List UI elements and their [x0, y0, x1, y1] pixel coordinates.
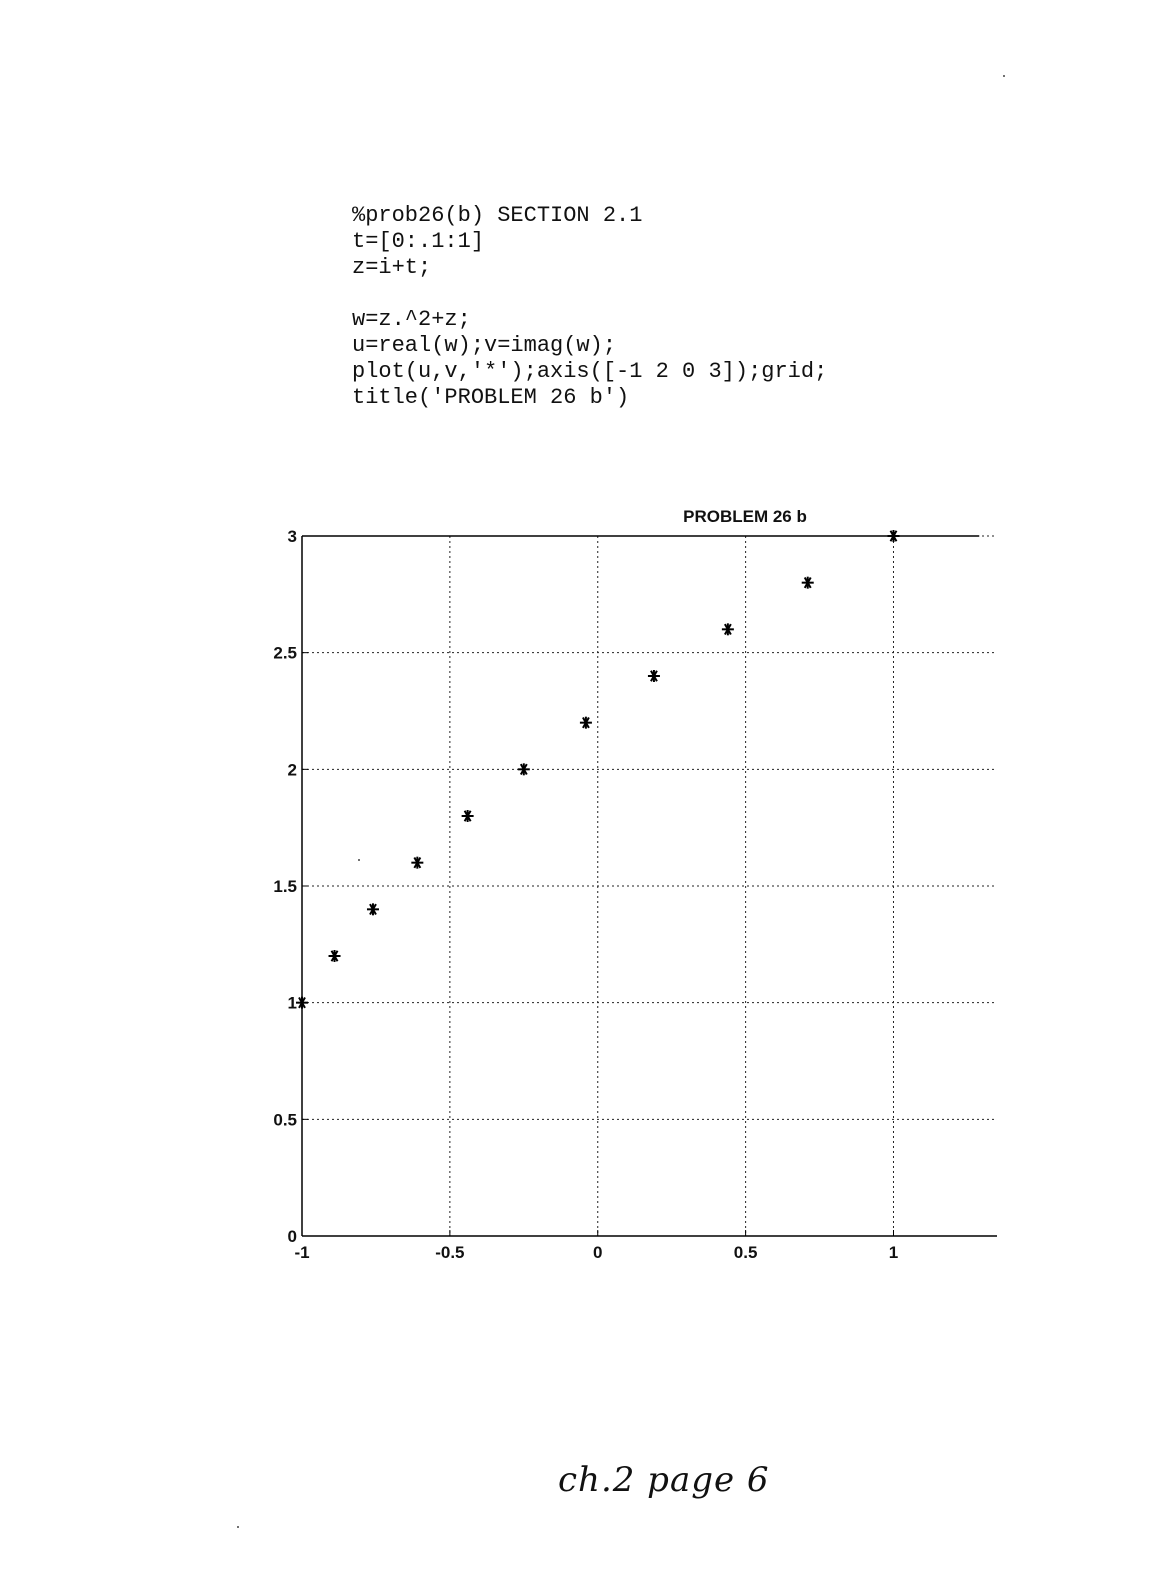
chart-title: PROBLEM 26 b	[683, 507, 807, 526]
x-tick-label: -1	[294, 1243, 310, 1262]
code-line: plot(u,v,'*');axis([-1 2 0 3]);grid;	[352, 359, 828, 384]
scan-speck	[1003, 75, 1005, 77]
data-point	[462, 810, 474, 822]
scan-speck	[358, 859, 360, 861]
x-tick-label: 0	[593, 1243, 603, 1262]
data-point	[411, 857, 423, 869]
data-point	[518, 763, 530, 775]
y-tick-label: 2	[287, 760, 297, 780]
y-tick-label: 0.5	[273, 1110, 297, 1130]
data-point	[802, 577, 814, 589]
y-tick-label: 1.5	[273, 877, 297, 896]
code-line: %prob26(b) SECTION 2.1	[352, 203, 643, 228]
code-line: w=z.^2+z;	[352, 307, 471, 332]
handwritten-page-note: ch.2 page 6	[558, 1460, 770, 1500]
code-line: u=real(w);v=imag(w);	[352, 333, 617, 358]
x-tick-label: 0.5	[733, 1243, 758, 1262]
y-tick-label: 2.5	[273, 643, 297, 663]
data-point	[580, 717, 592, 729]
data-point	[367, 903, 379, 915]
data-point	[887, 530, 899, 542]
y-tick-label: 1	[287, 993, 297, 1013]
data-point	[296, 997, 308, 1009]
x-tick-label: 1	[888, 1243, 899, 1262]
y-tick-label: 3	[287, 527, 297, 546]
data-point	[329, 950, 341, 962]
code-line: title('PROBLEM 26 b')	[352, 385, 630, 410]
y-tick-label: 0	[287, 1227, 297, 1246]
grid-lines	[302, 536, 997, 1236]
code-line: t=[0:.1:1]	[352, 229, 485, 254]
tick-labels	[273, 527, 898, 1262]
x-tick-label: -0.5	[435, 1243, 465, 1262]
scan-speck	[237, 1526, 239, 1528]
data-point	[722, 623, 734, 635]
data-point	[648, 670, 660, 682]
code-line: z=i+t;	[352, 255, 432, 280]
